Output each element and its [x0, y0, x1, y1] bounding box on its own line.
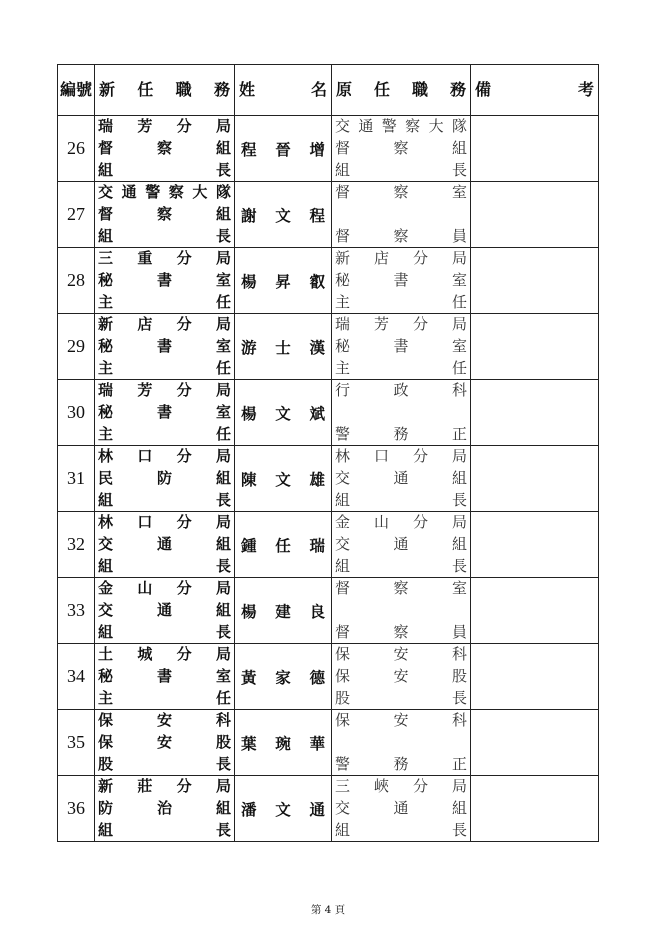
header-old-position: 原 任 職 務	[332, 65, 471, 116]
remarks-cell	[471, 116, 599, 182]
table-header-row	[58, 65, 599, 116]
old-position-cell-line: 督 察 室	[335, 183, 467, 201]
old-position-cell-line: 新 店 分 局	[335, 249, 467, 267]
person-name: 游 士 漢	[241, 337, 325, 357]
personnel-table	[57, 64, 599, 842]
old-position-cell-line: 金 山 分 局	[335, 513, 467, 531]
person-name: 謝 文 程	[241, 205, 325, 225]
row-number: 35	[58, 710, 95, 776]
row-number: 26	[58, 116, 95, 182]
new-position-cell-line: 金 山 分 局	[98, 579, 231, 597]
remarks-cell	[471, 380, 599, 446]
new-position-cell-line: 秘 書 室	[98, 337, 231, 355]
remarks-cell	[471, 248, 599, 314]
old-position-cell-line: 交 通 組	[335, 469, 467, 487]
row-number: 27	[58, 182, 95, 248]
new-position-cell-line: 秘 書 室	[98, 403, 231, 421]
old-position-cell-line: 林 口 分 局	[335, 447, 467, 465]
old-position-cell-line	[335, 404, 467, 421]
name-cell	[235, 776, 332, 842]
remarks-cell	[471, 314, 599, 380]
old-position-cell-line: 瑞 芳 分 局	[335, 315, 467, 333]
page-number: 第 4 頁	[310, 904, 346, 916]
new-position-cell	[95, 248, 235, 314]
old-position-cell-line: 督 察 員	[335, 227, 467, 245]
new-position-cell-line: 組 長	[98, 557, 231, 575]
row-number: 29	[58, 314, 95, 380]
new-position-cell-line: 瑞 芳 分 局	[98, 117, 231, 135]
new-position-cell-line: 主 任	[98, 425, 231, 443]
table-row	[58, 776, 599, 842]
new-position-cell-line: 交 通 組	[98, 601, 231, 619]
remarks-cell	[471, 512, 599, 578]
table-row	[58, 116, 599, 182]
new-position-cell-line: 主 任	[98, 293, 231, 311]
new-position-cell-line: 組 長	[98, 161, 231, 179]
person-name: 潘 文 通	[241, 799, 325, 819]
old-position-cell	[332, 710, 471, 776]
header-name: 姓 名	[235, 65, 332, 116]
old-position-cell	[332, 512, 471, 578]
name-cell	[235, 182, 332, 248]
old-position-cell-line: 交 通 組	[335, 799, 467, 817]
person-name: 程 晉 增	[241, 139, 325, 159]
old-position-cell-line: 警 務 正	[335, 425, 467, 443]
header-remarks: 備 考	[471, 65, 599, 116]
old-position-cell	[332, 578, 471, 644]
name-cell	[235, 116, 332, 182]
old-position-cell-line: 保 安 科	[335, 645, 467, 663]
remarks-cell	[471, 710, 599, 776]
table-row	[58, 578, 599, 644]
old-position-cell-line: 組 長	[335, 821, 467, 839]
header-no: 編號	[58, 65, 95, 116]
old-position-cell-line: 交 通 警 察 大 隊	[335, 117, 467, 135]
new-position-cell-line: 股 長	[98, 755, 231, 773]
new-position-cell-line: 主 任	[98, 359, 231, 377]
new-position-cell-line: 民 防 組	[98, 469, 231, 487]
old-position-cell	[332, 116, 471, 182]
name-cell	[235, 380, 332, 446]
old-position-cell-line: 警 務 正	[335, 755, 467, 773]
name-cell	[235, 512, 332, 578]
new-position-cell-line: 土 城 分 局	[98, 645, 231, 663]
row-number: 36	[58, 776, 95, 842]
old-position-cell-line: 督 察 室	[335, 579, 467, 597]
old-position-cell-line: 秘 書 室	[335, 337, 467, 355]
old-position-cell-line: 保 安 股	[335, 667, 467, 685]
new-position-cell-line: 瑞 芳 分 局	[98, 381, 231, 399]
row-number: 34	[58, 644, 95, 710]
new-position-cell-line: 組 長	[98, 227, 231, 245]
person-name: 陳 文 雄	[241, 469, 325, 489]
table-row	[58, 644, 599, 710]
person-name: 葉 琬 華	[241, 733, 325, 753]
table-row	[58, 446, 599, 512]
header-new-position: 新 任 職 務	[95, 65, 235, 116]
table-row	[58, 512, 599, 578]
new-position-cell-line: 組 長	[98, 623, 231, 641]
name-cell	[235, 578, 332, 644]
new-position-cell-line: 督 察 組	[98, 139, 231, 157]
old-position-cell	[332, 446, 471, 512]
new-position-cell	[95, 776, 235, 842]
old-position-cell	[332, 182, 471, 248]
new-position-cell	[95, 314, 235, 380]
old-position-cell-line: 督 察 員	[335, 623, 467, 641]
new-position-cell-line: 組 長	[98, 491, 231, 509]
row-number: 33	[58, 578, 95, 644]
new-position-cell-line: 組 長	[98, 821, 231, 839]
new-position-cell	[95, 380, 235, 446]
person-name: 楊 昇 叡	[241, 271, 325, 291]
old-position-cell	[332, 314, 471, 380]
old-position-cell-line: 主 任	[335, 293, 467, 311]
new-position-cell	[95, 710, 235, 776]
new-position-cell-line: 主 任	[98, 689, 231, 707]
old-position-cell	[332, 248, 471, 314]
table-row	[58, 380, 599, 446]
old-position-cell-line: 組 長	[335, 161, 467, 179]
new-position-cell-line: 林 口 分 局	[98, 447, 231, 465]
new-position-cell-line: 交 通 警 察 大 隊	[98, 183, 231, 201]
table-row	[58, 710, 599, 776]
new-position-cell-line: 新 店 分 局	[98, 315, 231, 333]
name-cell	[235, 314, 332, 380]
old-position-cell-line: 組 長	[335, 557, 467, 575]
table-row	[58, 248, 599, 314]
remarks-cell	[471, 776, 599, 842]
new-position-cell-line: 保 安 股	[98, 733, 231, 751]
row-number: 30	[58, 380, 95, 446]
remarks-cell	[471, 182, 599, 248]
person-name: 楊 文 斌	[241, 403, 325, 423]
old-position-cell-line: 股 長	[335, 689, 467, 707]
name-cell	[235, 710, 332, 776]
row-number: 31	[58, 446, 95, 512]
old-position-cell-line	[335, 206, 467, 223]
person-name: 楊 建 良	[241, 601, 325, 621]
row-number: 32	[58, 512, 95, 578]
new-position-cell-line: 三 重 分 局	[98, 249, 231, 267]
old-position-cell-line: 交 通 組	[335, 535, 467, 553]
old-position-cell	[332, 776, 471, 842]
new-position-cell-line: 交 通 組	[98, 535, 231, 553]
new-position-cell-line: 保 安 科	[98, 711, 231, 729]
new-position-cell-line: 督 察 組	[98, 205, 231, 223]
old-position-cell-line	[335, 602, 467, 619]
new-position-cell-line: 新 莊 分 局	[98, 777, 231, 795]
old-position-cell	[332, 644, 471, 710]
old-position-cell-line: 督 察 組	[335, 139, 467, 157]
new-position-cell	[95, 446, 235, 512]
remarks-cell	[471, 644, 599, 710]
old-position-cell-line: 三 峽 分 局	[335, 777, 467, 795]
remarks-cell	[471, 446, 599, 512]
old-position-cell-line	[335, 734, 467, 751]
old-position-cell	[332, 380, 471, 446]
old-position-cell-line: 行 政 科	[335, 381, 467, 399]
remarks-cell	[471, 578, 599, 644]
row-number: 28	[58, 248, 95, 314]
old-position-cell-line: 保 安 科	[335, 711, 467, 729]
new-position-cell-line: 林 口 分 局	[98, 513, 231, 531]
new-position-cell-line: 防 治 組	[98, 799, 231, 817]
new-position-cell	[95, 512, 235, 578]
old-position-cell-line: 秘 書 室	[335, 271, 467, 289]
name-cell	[235, 248, 332, 314]
name-cell	[235, 644, 332, 710]
old-position-cell-line: 主 任	[335, 359, 467, 377]
table-row	[58, 314, 599, 380]
new-position-cell	[95, 578, 235, 644]
person-name: 鍾 任 瑞	[241, 535, 325, 555]
new-position-cell	[95, 116, 235, 182]
old-position-cell-line: 組 長	[335, 491, 467, 509]
table-row	[58, 182, 599, 248]
new-position-cell	[95, 182, 235, 248]
new-position-cell-line: 秘 書 室	[98, 271, 231, 289]
person-name: 黃 家 德	[241, 667, 325, 687]
new-position-cell	[95, 644, 235, 710]
new-position-cell-line: 秘 書 室	[98, 667, 231, 685]
name-cell	[235, 446, 332, 512]
